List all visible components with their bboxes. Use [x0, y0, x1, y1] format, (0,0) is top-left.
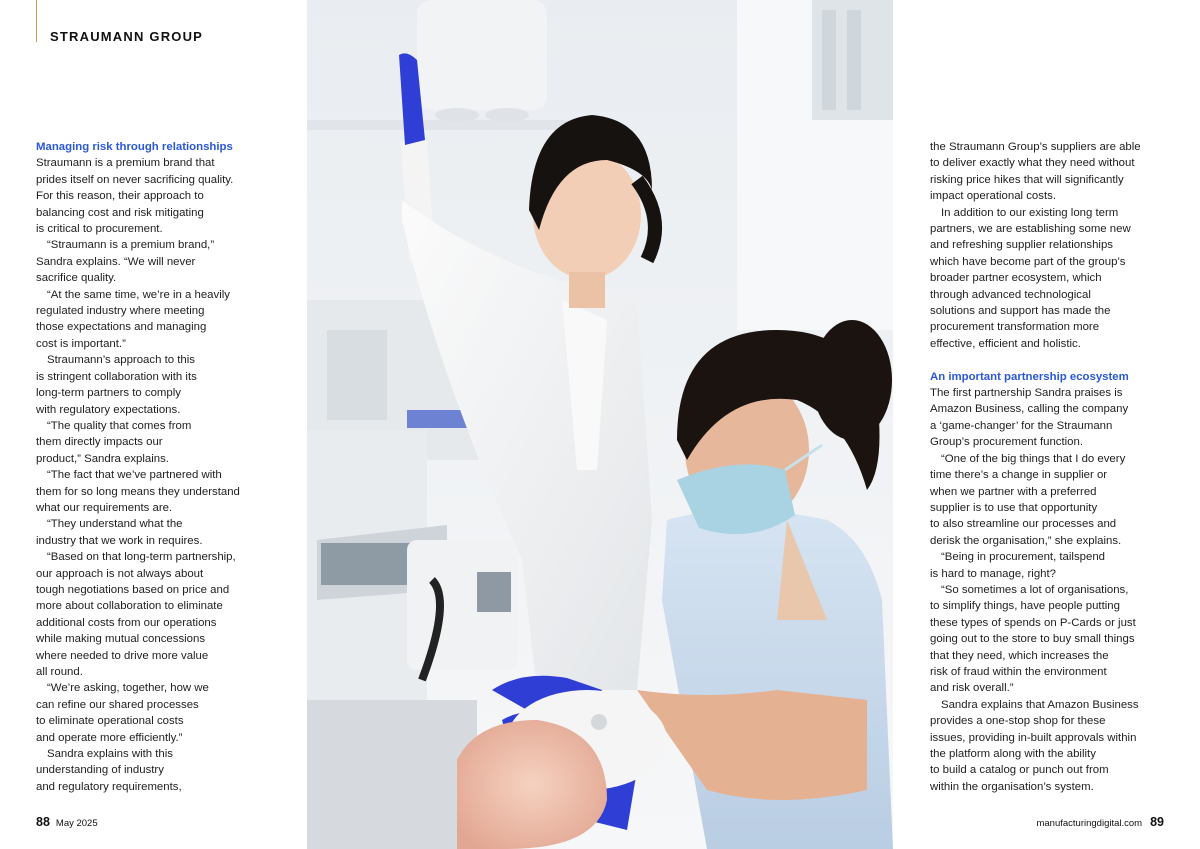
right-article-column	[930, 139, 1188, 795]
photo-illustration	[307, 0, 893, 849]
article-paragraph: “Straumann is a premium brand,” Sandra explains. “We will never sacrifice quality.	[36, 239, 215, 285]
article-paragraph: “They understand what the industry that we work in requires.	[36, 518, 203, 547]
right-footer	[1036, 815, 1164, 829]
article-paragraph: Straumann is a premium brand that prides itself on never sacrificing quality. For this reason, their approach to balancing cost and risk mitigating is critical to procurement.	[36, 157, 234, 236]
issue-date: May 2025	[55, 818, 98, 829]
article-paragraph: “Being in procurement, tailspend is hard to manage, right?	[930, 551, 1105, 580]
left-footer	[36, 815, 98, 829]
right-page-number: 89	[1150, 815, 1164, 829]
article-paragraph: Sandra explains that Amazon Business provides a one-stop shop for these issues, providing in-built approvals within the platform along with the ability to build a catalog or punch out from within the organisation’s system.	[930, 698, 1139, 793]
section-heading: An important partnership ecosystem	[930, 370, 1129, 383]
article-paragraph: “At the same time, we’re in a heavily regulated industry where meeting those expectations and managing cost is important.”	[36, 288, 230, 350]
article-paragraph: the Straumann Group’s suppliers are able to deliver exactly what they need without risking price hikes that will significantly impact operational costs.	[930, 141, 1141, 203]
left-article-column	[36, 139, 298, 795]
article-paragraph: “So sometimes a lot of organisations, to simplify things, have people putting these types of spends on P-Cards or just going out to the store to buy small things that they need, which increases the risk of fraud within the environment and risk overall.”	[930, 583, 1136, 695]
dental-lab-photo	[307, 0, 893, 849]
article-paragraph: Sandra explains with this understanding of industry and regulatory requirements,	[36, 748, 182, 793]
article-paragraph: “We’re asking, together, how we can refine our shared processes to eliminate operational costs and operate more efficiently.”	[36, 682, 209, 744]
article-paragraph: “The quality that comes from them directly impacts our product,” Sandra explains.	[36, 419, 192, 465]
article-paragraph: In addition to our existing long term partners, we are establishing some new and refreshing supplier relationships which have become part of the group’s broader partner ecosystem, which through advanced technological solutions and support has made the procurement transformation more effective, efficient and holistic.	[930, 206, 1131, 350]
left-page-number: 88	[36, 815, 50, 829]
section-heading: Managing risk through relationships	[36, 141, 233, 153]
article-paragraph: “The fact that we’ve partnered with them for so long means they understand what our requirements are.	[36, 469, 240, 514]
article-paragraph: The first partnership Sandra praises is Amazon Business, calling the company a ‘game-changer’ for the Straumann Group’s procurement function.	[930, 387, 1129, 449]
brand-title: STRAUMANN GROUP	[50, 29, 204, 44]
header-rule	[36, 0, 37, 42]
article-paragraph: “One of the big things that I do every time there’s a change in supplier or when we partner with a preferred supplier is to use that opportunity to also streamline our processes and derisk the organisation,” she explains.	[930, 452, 1126, 547]
article-paragraph: “Based on that long-term partnership, our approach is not always about tough negotiations based on price and more about collaboration to eliminate additional costs from our operations while making mutual concessions where needed to drive more value all round.	[36, 551, 236, 678]
article-paragraph: Straumann’s approach to this is stringent collaboration with its long-term partners to comply with regulatory expectations.	[36, 354, 197, 416]
website-url: manufacturingdigital.com	[1036, 818, 1143, 829]
